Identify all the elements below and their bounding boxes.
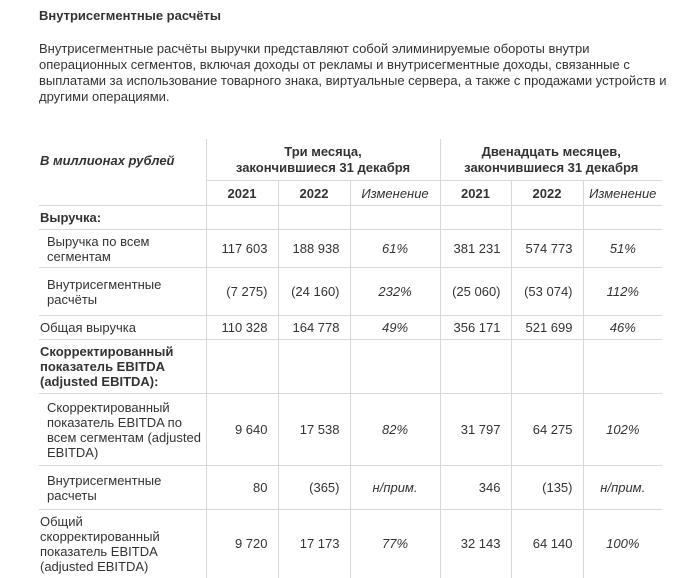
change-cell: н/прим.	[350, 466, 440, 510]
change-cell	[350, 340, 440, 394]
col-header: 2021	[206, 181, 278, 206]
change-cell: 82%	[350, 394, 440, 466]
value-cell: 17 538	[278, 394, 350, 466]
change-cell: 112%	[583, 268, 662, 316]
row-label: Общая выручка	[39, 316, 206, 340]
segment-table	[39, 139, 662, 578]
value-cell: 521 699	[511, 316, 583, 340]
value-cell: (365)	[278, 466, 350, 510]
value-cell: 117 603	[206, 230, 278, 268]
table-row	[39, 316, 662, 340]
value-cell: 32 143	[440, 510, 511, 578]
table-row	[39, 206, 662, 230]
change-cell	[350, 206, 440, 230]
change-cell: 232%	[350, 268, 440, 316]
change-cell	[583, 340, 662, 394]
row-label: Внутрисегментные расчеты	[39, 466, 206, 510]
col-header: Изменение	[350, 181, 440, 206]
value-cell: 64 140	[511, 510, 583, 578]
change-cell: 51%	[583, 230, 662, 268]
change-cell: 46%	[583, 316, 662, 340]
change-cell	[583, 206, 662, 230]
table-row	[39, 230, 662, 268]
value-cell	[440, 340, 511, 394]
unit-label: В миллионах рублей	[39, 139, 206, 206]
value-cell: (53 074)	[511, 268, 583, 316]
value-cell	[440, 206, 511, 230]
change-cell: н/прим.	[583, 466, 662, 510]
section-title: Внутрисегментные расчёты	[39, 8, 221, 23]
value-cell: 356 171	[440, 316, 511, 340]
value-cell: (135)	[511, 466, 583, 510]
section-description: Внутрисегментные расчёты выручки представляют собой элиминируемые обороты внутри операционных сегментов, включая доходы от рекламы и внутрисегментные доходы, связанные с выплатами за использование товарного знака, виртуальные сервера, а также с продажами устройств и другими операциями.	[39, 41, 667, 104]
col-header: 2022	[511, 181, 583, 206]
value-cell: 9 640	[206, 394, 278, 466]
table-row	[39, 466, 662, 510]
row-label: Выручка по всем сегментам	[39, 230, 206, 268]
change-cell: 102%	[583, 394, 662, 466]
table-row	[39, 268, 662, 316]
col-header: 2021	[440, 181, 511, 206]
value-cell: 164 778	[278, 316, 350, 340]
row-label: Скорректированный показатель EBITDA (adjusted EBITDA):	[39, 340, 206, 394]
value-cell: 9 720	[206, 510, 278, 578]
value-cell	[511, 206, 583, 230]
value-cell	[278, 206, 350, 230]
change-cell: 100%	[606, 536, 640, 552]
value-cell: (7 275)	[206, 268, 278, 316]
change-cell: 49%	[350, 316, 440, 340]
col-header: 2022	[278, 181, 350, 206]
change-cell: 61%	[350, 230, 440, 268]
value-cell: 80	[206, 466, 278, 510]
value-cell: 31 797	[440, 394, 511, 466]
table-row	[39, 340, 662, 394]
row-label: Общий скорректированный показатель EBITDA (adjusted EBITDA)	[39, 510, 206, 578]
value-cell: (24 160)	[278, 268, 350, 316]
value-cell	[206, 206, 278, 230]
value-cell: 110 328	[206, 316, 278, 340]
value-cell	[278, 340, 350, 394]
table-row	[39, 394, 662, 466]
period-header-3m: Три месяца, закончившиеся 31 декабря	[206, 139, 440, 181]
value-cell	[206, 340, 278, 394]
row-label: Скорректированный показатель EBITDA по всем сегментам (adjusted EBITDA)	[39, 394, 206, 466]
value-cell: 188 938	[278, 230, 350, 268]
value-cell: 346	[440, 466, 511, 510]
value-cell: 574 773	[511, 230, 583, 268]
period-header-12m: Двенадцать месяцев, закончившиеся 31 декабря	[440, 139, 662, 181]
table-row	[39, 510, 662, 578]
change-cell: 77%	[350, 510, 440, 578]
value-cell: (25 060)	[440, 268, 511, 316]
value-cell: 64 275	[511, 394, 583, 466]
col-header: Изменение	[583, 181, 662, 206]
value-cell: 17 173	[278, 510, 350, 578]
row-label: Выручка:	[39, 206, 206, 230]
value-cell: 381 231	[440, 230, 511, 268]
row-label: Внутрисегментные расчёты	[39, 268, 206, 316]
value-cell	[511, 340, 583, 394]
